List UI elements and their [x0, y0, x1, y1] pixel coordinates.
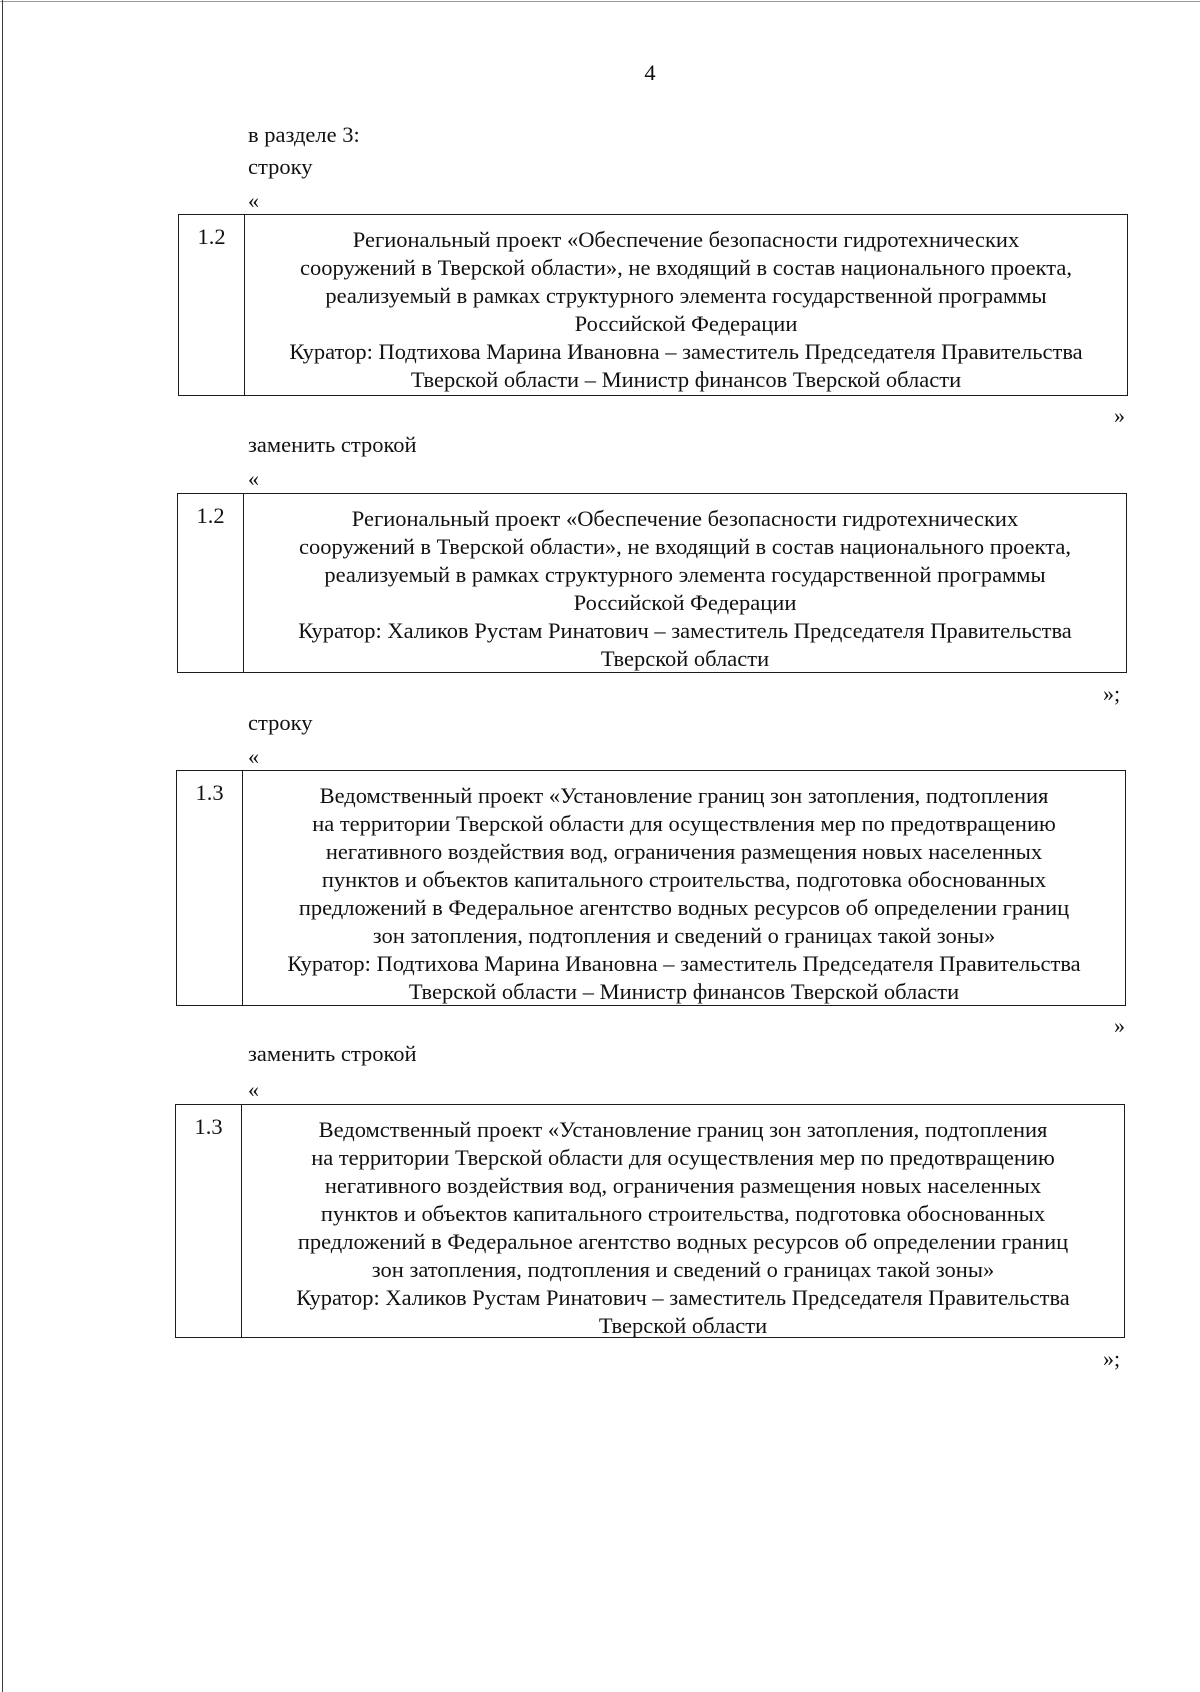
row-text-line: на территории Тверской области для осуществления мер по предотвращению	[311, 1145, 1055, 1170]
row-text-line: Тверской области	[600, 646, 770, 671]
row-text-line: пунктов и объектов капитального строительства, подготовка обоснованных	[320, 1201, 1046, 1226]
row-text-line: реализуемый в рамках структурного элемента государственной программы	[325, 283, 1047, 308]
row-number: 1.3	[177, 771, 243, 1005]
row-text-line: на территории Тверской области для осуществления мер по предотвращению	[312, 811, 1056, 836]
row-text-line: Куратор: Халиков Рустам Ринатович – заместитель Председателя Правительства	[298, 618, 1072, 643]
row-text-line: пунктов и объектов капитального строительства, подготовка обоснованных	[321, 867, 1047, 892]
row-text-line: Региональный проект «Обеспечение безопасности гидротехнических	[351, 506, 1019, 531]
row-text-line: зон затопления, подтопления и сведений о границах такой зоны»	[372, 923, 996, 948]
scan-edge-left	[2, 0, 3, 1692]
row-number: 1.2	[179, 215, 245, 395]
quote-close: »	[1114, 403, 1125, 428]
row-text-line: Ведомственный проект «Установление границ зон затопления, подтопления	[318, 1117, 1048, 1142]
row-number: 1.3	[176, 1105, 242, 1337]
row-text-line: Тверской области – Министр финансов Тверской области	[410, 367, 962, 392]
row-text-line: Региональный проект «Обеспечение безопасности гидротехнических	[352, 227, 1020, 252]
row-text-line: Ведомственный проект «Установление границ зон затопления, подтопления	[319, 783, 1049, 808]
row-text-line: Куратор: Подтихова Марина Ивановна – заместитель Председателя Правительства	[287, 951, 1081, 976]
row-text-line: предложений в Федеральное агентство водных ресурсов об определении границ	[297, 1229, 1069, 1254]
row-text-line: Российской Федерации	[573, 590, 797, 615]
row-text	[244, 494, 1126, 672]
block-label: строку	[248, 154, 313, 179]
quote-open: «	[248, 188, 259, 213]
row-text-line: предложений в Федеральное агентство водных ресурсов об определении границ	[298, 895, 1070, 920]
quote-close: »;	[1103, 1346, 1121, 1371]
row-text	[242, 1105, 1124, 1337]
row-text-line: зон затопления, подтопления и сведений о границах такой зоны»	[371, 1257, 995, 1282]
table-row	[175, 1104, 1125, 1338]
page-number: 4	[644, 60, 656, 85]
row-text-line: сооружений в Тверской области», не входящий в состав национального проекта,	[300, 255, 1072, 280]
row-text-line: Куратор: Подтихова Марина Ивановна – заместитель Председателя Правительства	[289, 339, 1083, 364]
block-label: заменить строкой	[248, 1041, 417, 1066]
row-text-line: реализуемый в рамках структурного элемента государственной программы	[324, 562, 1046, 587]
row-text-line: негативного воздействия вод, ограничения размещения новых населенных	[324, 1173, 1042, 1198]
quote-close: »	[1114, 1013, 1125, 1038]
row-text-line: сооружений в Тверской области», не входящий в состав национального проекта,	[299, 534, 1071, 559]
block-label: заменить строкой	[248, 432, 417, 457]
quote-open: «	[248, 744, 259, 769]
row-text	[245, 215, 1127, 395]
row-text-line: Тверской области	[598, 1313, 768, 1338]
scan-edge-top	[0, 1, 1200, 2]
row-text-line: негативного воздействия вод, ограничения размещения новых населенных	[325, 839, 1043, 864]
row-text-line: Тверской области – Министр финансов Тверской области	[408, 979, 960, 1004]
quote-open: «	[248, 466, 259, 491]
row-text-line: Куратор: Халиков Рустам Ринатович – заместитель Председателя Правительства	[296, 1285, 1070, 1310]
row-number: 1.2	[178, 494, 244, 672]
quote-open: «	[248, 1077, 259, 1102]
block-label: строку	[248, 710, 313, 735]
table-row	[178, 214, 1128, 396]
row-text-line: Российской Федерации	[574, 311, 798, 336]
table-row	[177, 493, 1127, 673]
quote-close: »;	[1103, 681, 1121, 706]
section-intro: в разделе 3:	[248, 122, 360, 147]
table-row	[176, 770, 1126, 1006]
row-text	[243, 771, 1125, 1005]
